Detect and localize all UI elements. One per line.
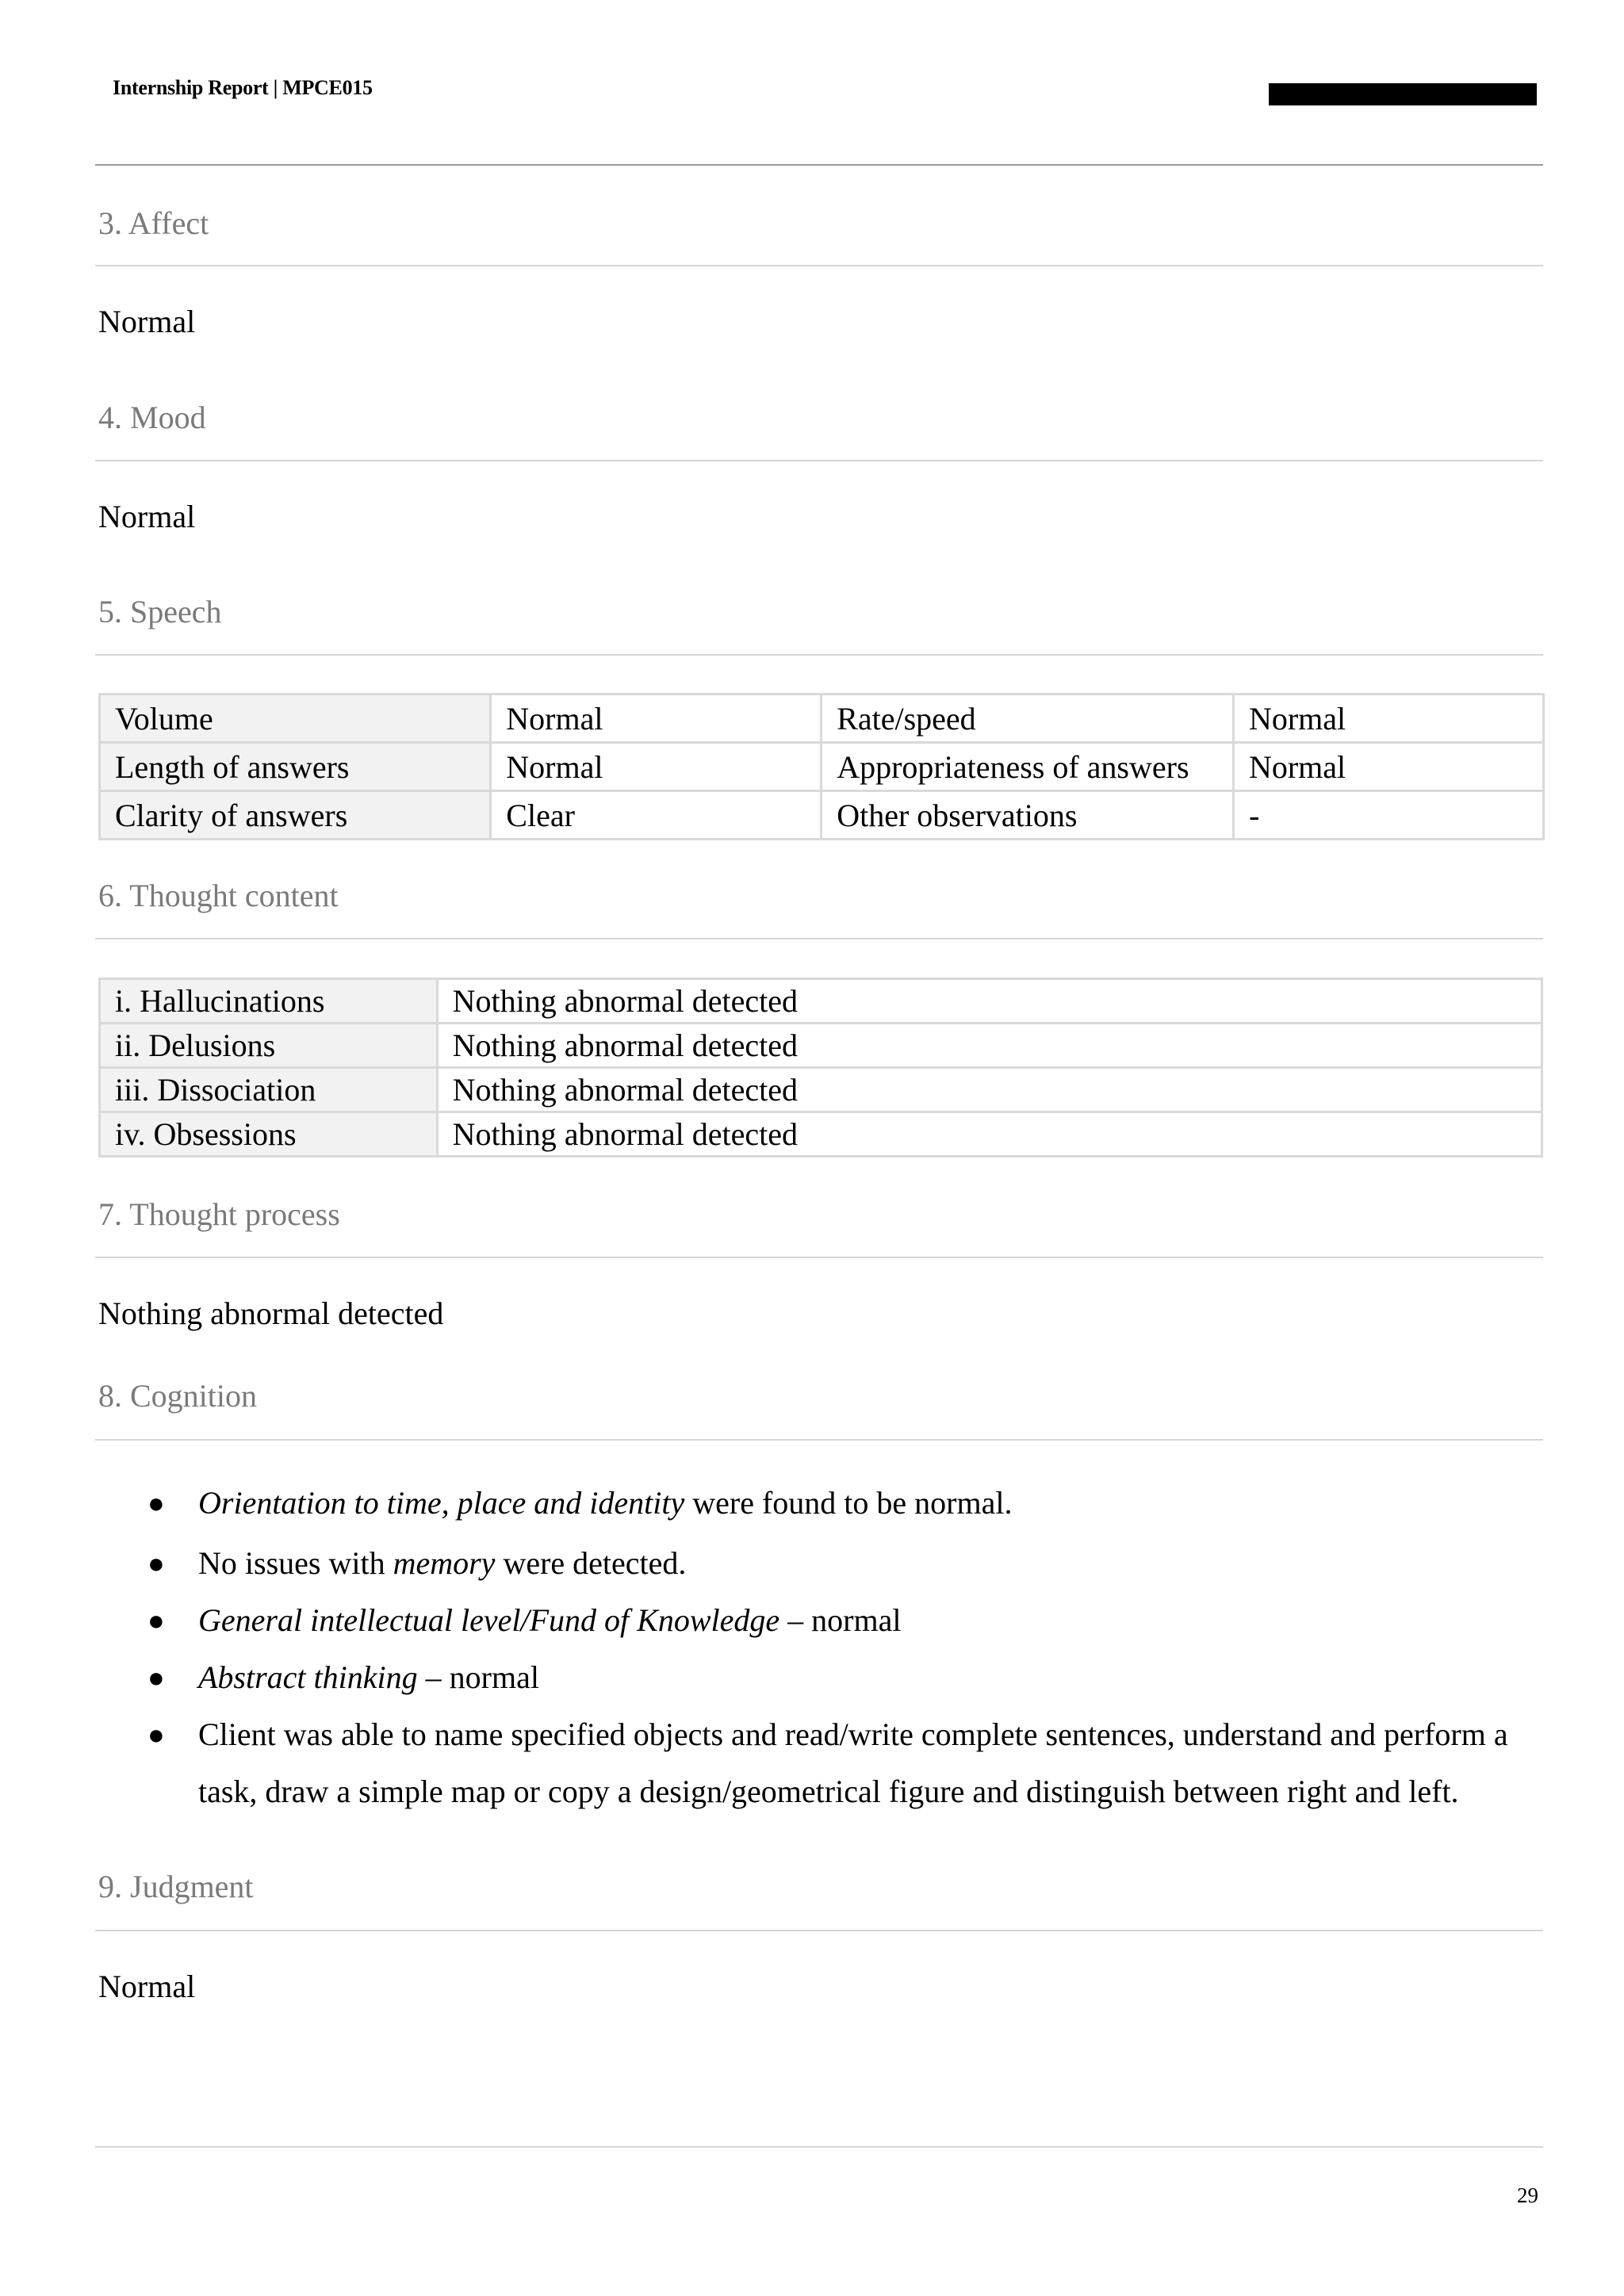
list-item bbox=[98, 1649, 1549, 1706]
table-row bbox=[100, 1024, 1542, 1068]
mood-value: Normal bbox=[98, 499, 196, 534]
thought-value: Nothing abnormal detected bbox=[437, 1024, 1542, 1068]
bullet-text: were found to be normal. bbox=[684, 1485, 1013, 1521]
table-row bbox=[100, 743, 1544, 791]
section-rule bbox=[95, 460, 1543, 461]
bullet-icon: ● bbox=[147, 1719, 165, 1751]
speech-table bbox=[98, 693, 1545, 840]
section-rule bbox=[95, 1930, 1543, 1931]
thought-value: Nothing abnormal detected bbox=[437, 1068, 1542, 1112]
bullet-italic-text: Orientation to time, place and identity bbox=[198, 1485, 685, 1521]
speech-label: Rate/speed bbox=[822, 695, 1234, 743]
thought-label: iii. Dissociation bbox=[100, 1068, 438, 1112]
bullet-text: – normal bbox=[779, 1602, 902, 1638]
speech-label: Other observations bbox=[822, 791, 1234, 840]
bullet-icon: ● bbox=[147, 1548, 165, 1579]
bullet-icon: ● bbox=[147, 1662, 165, 1693]
bullet-italic-text: General intellectual level/Fund of Knowledge bbox=[198, 1602, 780, 1638]
thought-content-table bbox=[98, 978, 1543, 1158]
thought-label: ii. Delusions bbox=[100, 1024, 438, 1068]
table-row bbox=[100, 979, 1542, 1024]
footer-rule bbox=[95, 2146, 1543, 2148]
page-number: 29 bbox=[1517, 2183, 1538, 2207]
section-heading-affect: 3. Affect bbox=[98, 205, 209, 241]
thought-value: Nothing abnormal detected bbox=[437, 979, 1542, 1024]
thought-label: iv. Obsessions bbox=[100, 1112, 438, 1157]
list-item bbox=[98, 1475, 1549, 1532]
cognition-list bbox=[98, 1475, 1549, 1820]
table-row bbox=[100, 791, 1544, 840]
table-row bbox=[100, 1112, 1542, 1157]
speech-value: Normal bbox=[491, 743, 822, 791]
bullet-italic-text: Abstract thinking bbox=[198, 1659, 418, 1695]
bullet-italic-text: memory bbox=[393, 1545, 496, 1581]
speech-value: Normal bbox=[1233, 743, 1543, 791]
section-rule bbox=[95, 938, 1543, 939]
section-heading-speech: 5. Speech bbox=[98, 594, 222, 629]
thought-value: Nothing abnormal detected bbox=[437, 1112, 1542, 1157]
list-item bbox=[98, 1592, 1549, 1649]
list-item bbox=[98, 1535, 1549, 1592]
section-rule bbox=[95, 654, 1543, 656]
bullet-icon: ● bbox=[147, 1605, 165, 1636]
bullet-text: No issues with bbox=[198, 1545, 393, 1581]
section-heading-judgment: 9. Judgment bbox=[98, 1869, 254, 1904]
header-rule bbox=[95, 164, 1543, 166]
speech-label: Length of answers bbox=[100, 743, 491, 791]
bullet-text: – normal bbox=[417, 1659, 539, 1695]
section-rule bbox=[95, 1257, 1543, 1258]
speech-label: Appropriateness of answers bbox=[822, 743, 1234, 791]
section-heading-cognition: 8. Cognition bbox=[98, 1378, 258, 1414]
redaction-bar bbox=[1269, 83, 1537, 105]
speech-value: - bbox=[1233, 791, 1543, 840]
section-heading-thought-content: 6. Thought content bbox=[98, 878, 339, 913]
affect-value: Normal bbox=[98, 304, 196, 339]
speech-label: Volume bbox=[100, 695, 491, 743]
section-rule bbox=[95, 1439, 1543, 1441]
judgment-value: Normal bbox=[98, 1969, 196, 2004]
table-row bbox=[100, 1068, 1542, 1112]
list-item bbox=[98, 1706, 1549, 1820]
speech-label: Clarity of answers bbox=[100, 791, 491, 840]
bullet-icon: ● bbox=[147, 1487, 165, 1519]
speech-value: Normal bbox=[491, 695, 822, 743]
speech-value: Clear bbox=[491, 791, 822, 840]
table-row bbox=[100, 695, 1544, 743]
thought-process-value: Nothing abnormal detected bbox=[98, 1295, 444, 1331]
bullet-text: Client was able to name specified objects and read/write complete sentences, understand and perform a task, draw a simple map or copy a design/geometrical figure and distinguish between right and left. bbox=[198, 1716, 1508, 1809]
speech-value: Normal bbox=[1233, 695, 1543, 743]
section-heading-mood: 4. Mood bbox=[98, 400, 206, 435]
report-header-title: Internship Report | MPCE015 bbox=[113, 76, 373, 99]
section-heading-thought-process: 7. Thought process bbox=[98, 1196, 340, 1232]
section-rule bbox=[95, 265, 1543, 266]
thought-label: i. Hallucinations bbox=[100, 979, 438, 1024]
bullet-text: were detected. bbox=[495, 1545, 687, 1581]
